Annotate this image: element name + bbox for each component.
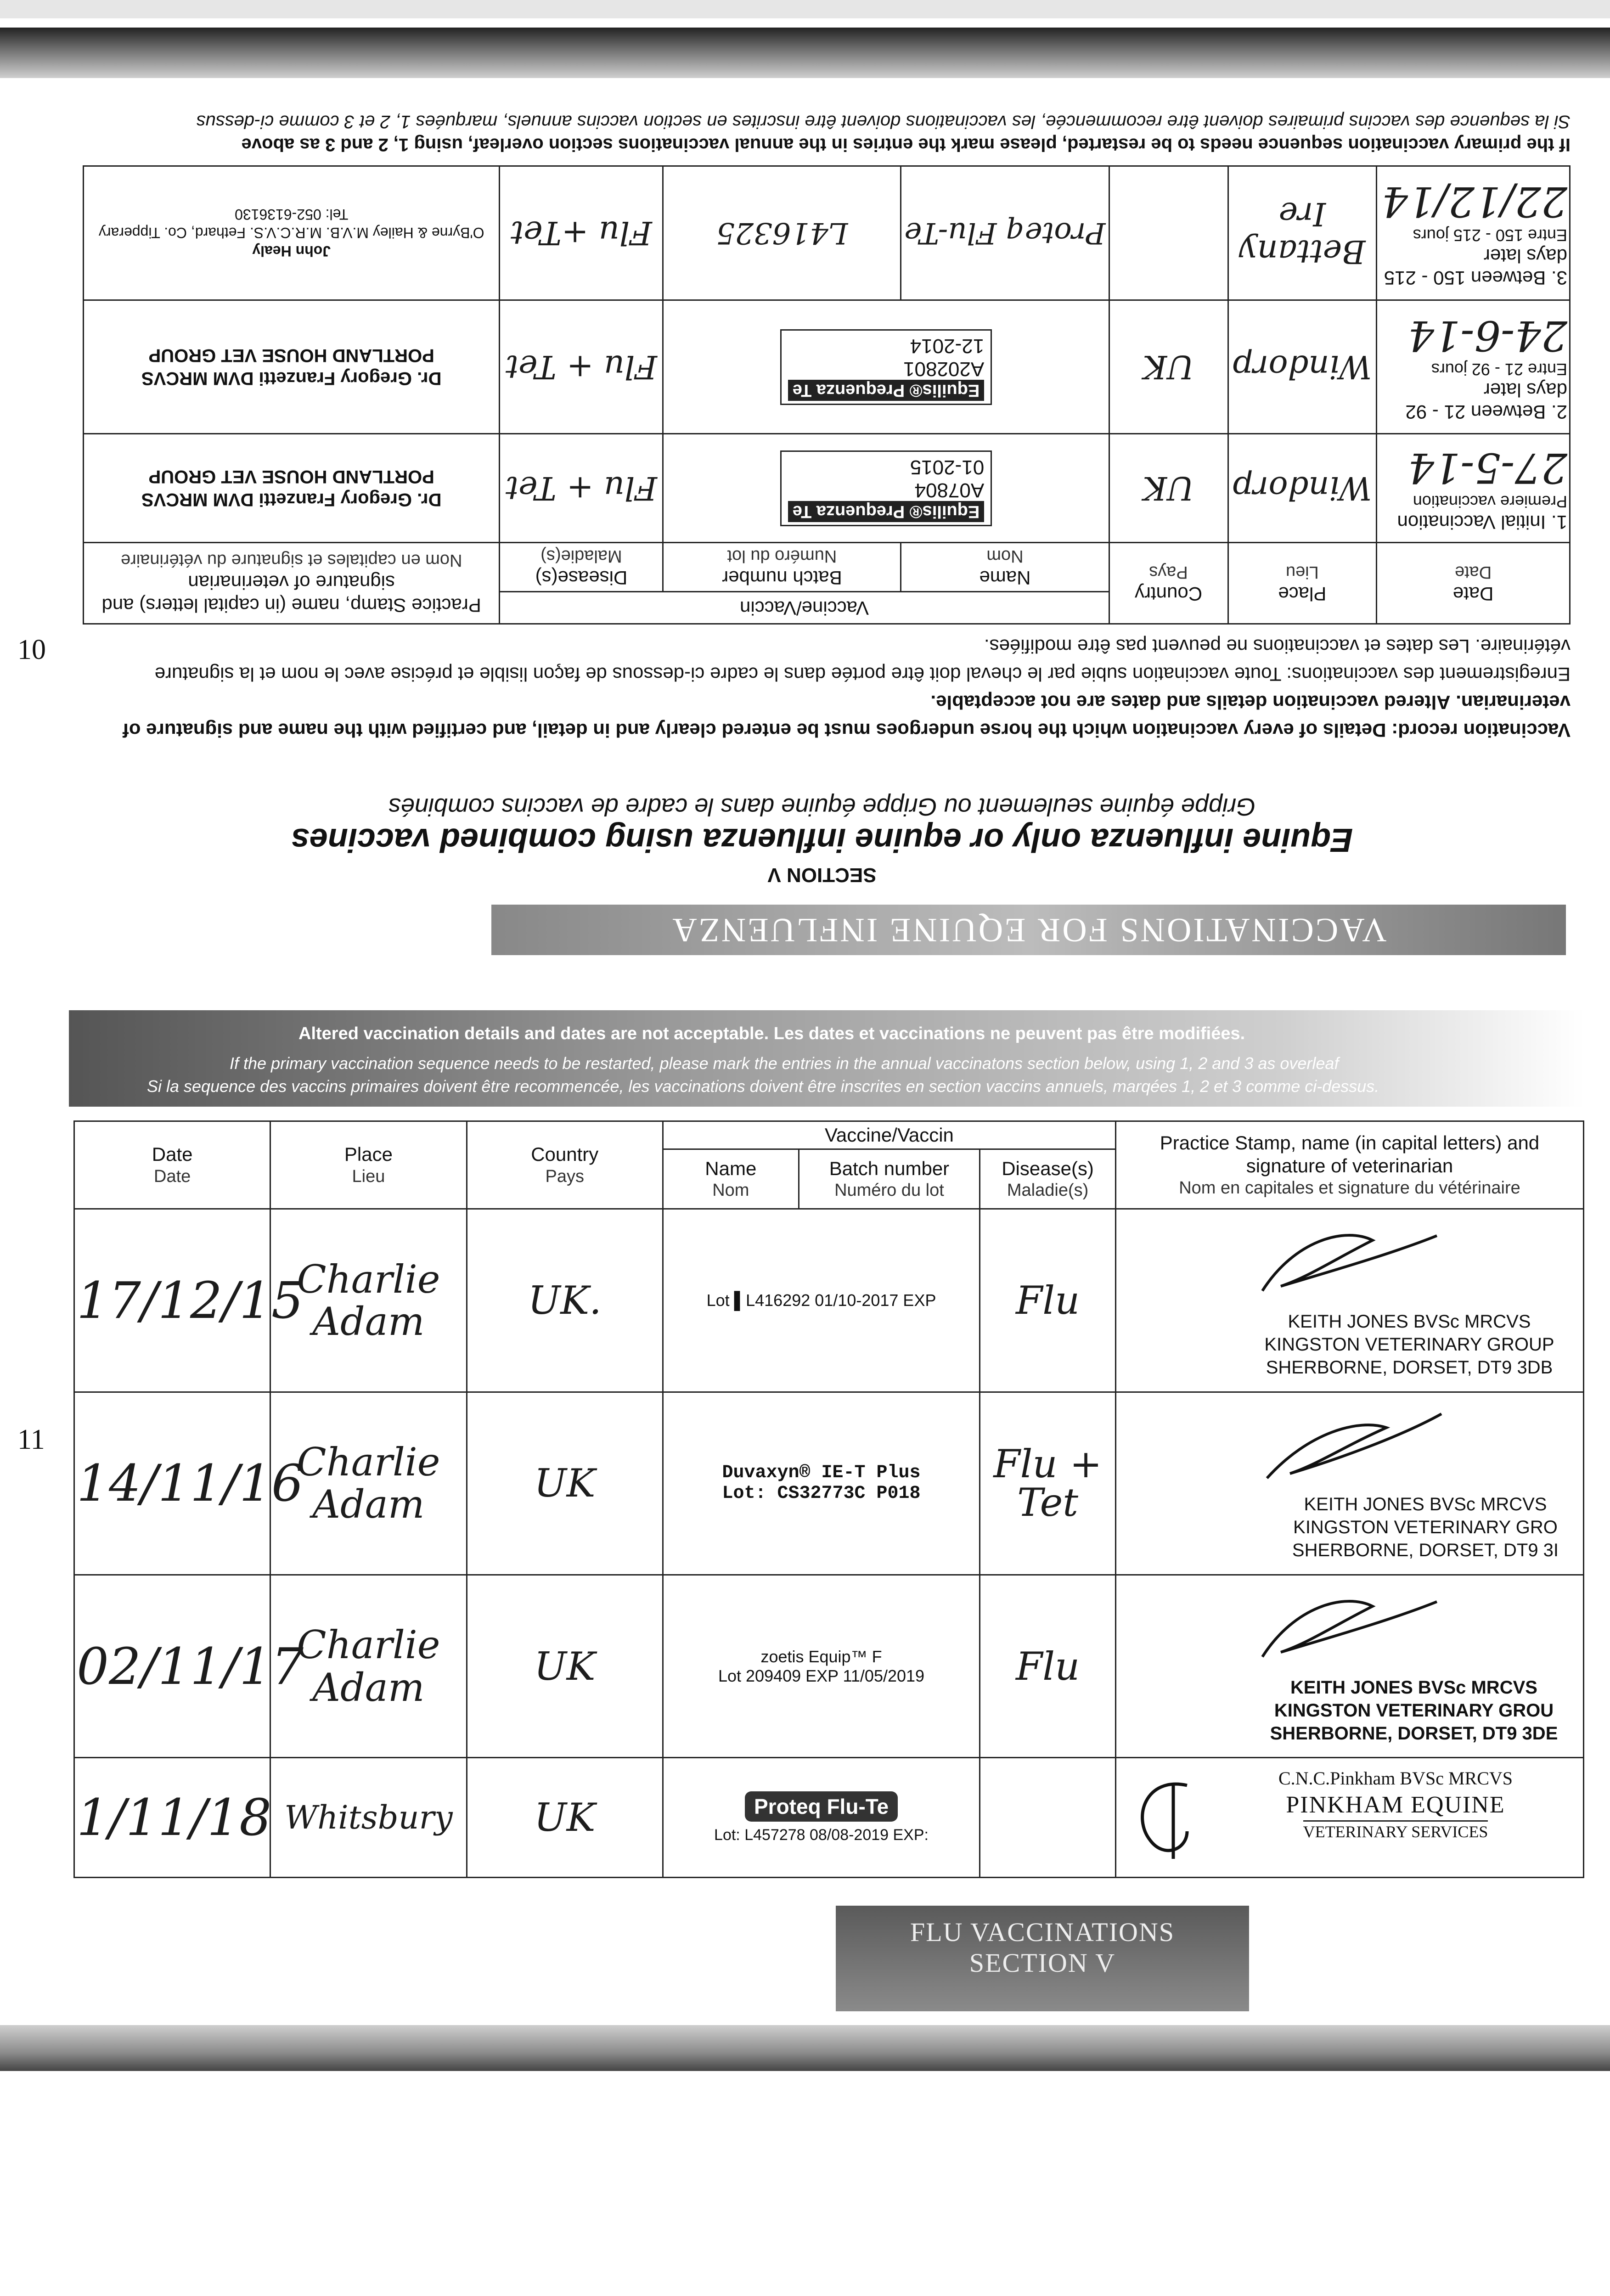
row-vaccine-sticker: zoetis Equip™ F Lot 209409 EXP 11/05/2019 <box>663 1575 980 1758</box>
table-row <box>74 1758 1584 1878</box>
upper-header-disease: Disease(s) Maladie(s) <box>500 543 663 592</box>
scan-shadow-bottom <box>0 2025 1610 2071</box>
signature-mark <box>1118 1767 1210 1868</box>
upper-row-2 <box>84 300 1570 434</box>
upper-row-date: 2. Between 21 - 92 days later Entre 21 - 92 jours 24-6-14 <box>1377 300 1570 434</box>
row-country: UK <box>467 1575 663 1758</box>
upper-header-stamp: Practice Stamp, name (in capital letters) and signature of veterinarian Nom en capitales et signature du vétérinaire <box>84 543 500 624</box>
lower-top-banner <box>69 1010 1584 1107</box>
row-vaccine-sticker: Lot ▌L416292 01/10-2017 EXP <box>663 1209 980 1392</box>
record-text-2: Altered vaccination details and dates are not acceptable. <box>930 692 1451 714</box>
upper-band-title: VACCINATIONS FOR EQUINE INFLUENZA <box>491 905 1566 955</box>
upper-row-disease: Flu +Tet <box>500 166 663 300</box>
scan-shadow-bar <box>0 28 1610 78</box>
header-batch: Batch number Numéro du lot <box>799 1149 980 1209</box>
row-country: UK <box>467 1758 663 1878</box>
row-date: 14/11/16 <box>74 1392 270 1575</box>
upper-row-date: 1. Initial Vaccination Premiere vaccination 27-5-14 <box>1377 434 1570 543</box>
table-row <box>74 1392 1584 1575</box>
upper-row-vaccine-name: Proteq Flu-Te <box>901 166 1109 300</box>
upper-header-date: Date Date <box>1377 543 1570 624</box>
signature-mark <box>1253 1222 1446 1305</box>
upper-page-rotated <box>69 83 1575 955</box>
lower-top-line-1: Altered vaccination details and dates are not acceptable. Les dates et vaccinations ne peuvent pas être modifiées. <box>298 1024 1245 1043</box>
upper-restart-note <box>83 110 1571 156</box>
upper-header-batch: Batch number Numéro du lot <box>663 543 901 592</box>
table-row <box>74 1575 1584 1758</box>
row-place: Whitsbury <box>270 1758 467 1878</box>
header-stamp: Practice Stamp, name (in capital letters) and signature of veterinarian Nom en capitales et signature du vétérinaire <box>1115 1121 1583 1209</box>
upper-row-disease: Flu + Tet <box>500 434 663 543</box>
row-vaccine-sticker: Duvaxyn® IE-T Plus Lot: CS32773C P018 <box>663 1392 980 1575</box>
upper-row-3 <box>84 166 1570 300</box>
row-date: 1/11/18 <box>74 1758 270 1878</box>
table-row <box>74 1209 1584 1392</box>
upper-title: Equine influenza only or equine influenza using combined vaccines <box>291 822 1353 858</box>
row-disease <box>980 1758 1116 1878</box>
row-date: 02/11/17 <box>74 1575 270 1758</box>
upper-row-stamp: Dr. Gregory Franzetti DVM MRCVS PORTLAND HOUSE VET GROUP <box>84 300 500 434</box>
upper-heading <box>69 793 1575 886</box>
header-country: Country Pays <box>467 1121 663 1209</box>
row-place: Charlie Adam <box>270 1392 467 1575</box>
header-date: Date Date <box>74 1121 270 1209</box>
lower-vaccination-table <box>73 1120 1584 1878</box>
row-place: Charlie Adam <box>270 1209 467 1392</box>
row-date: 17/12/15 <box>74 1209 270 1392</box>
header-vaccine: Vaccine/Vaccin <box>663 1121 1115 1149</box>
upper-subtitle: Grippe équine seulement ou Grippe équine dans le cadre de vaccins combinés <box>388 793 1256 821</box>
record-label: Vaccination record: <box>1391 720 1571 741</box>
row-disease: Flu <box>980 1209 1116 1392</box>
upper-row-1 <box>84 434 1570 543</box>
header-disease: Disease(s) Maladie(s) <box>980 1149 1116 1209</box>
header-name: Name Nom <box>663 1149 799 1209</box>
upper-section: SECTION V <box>767 864 877 886</box>
row-country: UK <box>467 1392 663 1575</box>
upper-row-country: UK <box>1109 434 1228 543</box>
signature-mark <box>1253 1588 1446 1671</box>
upper-note-en: If the primary vaccination sequence needs to be restarted, please mark the entries in the annual vaccinations section overleaf, using 1, 2 and 3 as above <box>241 135 1571 155</box>
record-text-fr: Enregistrement des vaccinations: Toute vaccination subie par le cheval doit être portée dans le cadre ci-dessous de façon lisible et précise avec le nom et la signature vétérinaire. Les dates et vaccinations ne peuvent pas être modifiées. <box>154 636 1571 686</box>
upper-row-date: 3. Between 150 - 215 days later Entre 150 - 215 jours 22/12/14 <box>1377 166 1570 300</box>
upper-row-stamp: John Healy O'Byrne & Hailey M.V.B. M.R.C.V.S. Fethard, Co. Tipperary Tel: 052-6136130 <box>84 166 500 300</box>
upper-row-batch: L416325 <box>663 166 901 300</box>
page-number-lower: 11 <box>17 1424 45 1455</box>
upper-row-place: Bettany Ire <box>1228 166 1377 300</box>
upper-header-place: Place Lieu <box>1228 543 1377 624</box>
upper-header-name: Name Nom <box>901 543 1109 592</box>
upper-row-stamp: Dr. Gregory Franzetti DVM MRCVS PORTLAND HOUSE VET GROUP <box>84 434 500 543</box>
upper-row-place: Windorp <box>1228 434 1377 543</box>
signature-mark <box>1253 1405 1446 1487</box>
row-disease: Flu <box>980 1575 1116 1758</box>
lower-top-line-2: If the primary vaccination sequence needs to be restarted, please mark the entries in the annual vaccinatons section below, using 1, 2 and 3 as overleaf <box>230 1054 1339 1073</box>
upper-record-text <box>83 632 1571 744</box>
page-number-upper: 10 <box>17 634 46 665</box>
row-stamp: KEITH JONES BVSc MRCVS KINGSTON VETERINARY GRO SHERBORNE, DORSET, DT9 3I <box>1115 1392 1583 1575</box>
row-stamp: KEITH JONES BVSc MRCVS KINGSTON VETERINARY GROU SHERBORNE, DORSET, DT9 3DE <box>1115 1575 1583 1758</box>
upper-row-country: UK <box>1109 300 1228 434</box>
upper-header-country: Country Pays <box>1109 543 1228 624</box>
footer-section-label <box>836 1906 1249 2011</box>
upper-row-place: Windorp <box>1228 300 1377 434</box>
upper-row-sticker: Equilis® Prequenza Te A202801 12-2014 <box>663 300 1109 434</box>
row-stamp: KEITH JONES BVSc MRCVS KINGSTON VETERINARY GROUP SHERBORNE, DORSET, DT9 3DB <box>1115 1209 1583 1392</box>
upper-header-vaccine: Vaccine/Vaccin <box>500 592 1109 624</box>
row-vaccine-sticker: Proteq Flu-Te Lot: L457278 08/08-2019 EXP: <box>663 1758 980 1878</box>
row-disease: Flu + Tet <box>980 1392 1116 1575</box>
row-country: UK. <box>467 1209 663 1392</box>
header-place: Place Lieu <box>270 1121 467 1209</box>
upper-row-country <box>1109 166 1228 300</box>
upper-vaccination-table <box>83 165 1571 625</box>
lower-top-line-3: Si la sequence des vaccins primaires doivent être recommencée, les vaccinations doivent être inscrites en section vaccins annuels, marqées 1, 2 et 3 comme ci-dessus. <box>147 1077 1379 1096</box>
scan-edge-top <box>0 0 1610 18</box>
row-place: Charlie Adam <box>270 1575 467 1758</box>
record-text-1: Details of every vaccination which the horse undergoes must be entered clearly and in detail, and certified with the name and signature of veterinarian. <box>122 692 1571 741</box>
upper-row-disease: Flu + Tet <box>500 300 663 434</box>
footer-line-1: FLU VACCINATIONS <box>910 1917 1175 1947</box>
upper-note-fr: Si la sequence des vaccins primaires doivent être recommencée, les vaccinations doivent être inscrites en section vaccins annuels, marquées 1, 2 et 3 comme ci-dessus <box>196 112 1571 132</box>
upper-row-sticker: Equilis® Prequenza Te A07804 01-2015 <box>663 434 1109 543</box>
footer-line-2: SECTION V <box>969 1947 1116 1978</box>
row-stamp: C.N.C.Pinkham BVSc MRCVS PINKHAM EQUINE VETERINARY SERVICES <box>1115 1758 1583 1878</box>
